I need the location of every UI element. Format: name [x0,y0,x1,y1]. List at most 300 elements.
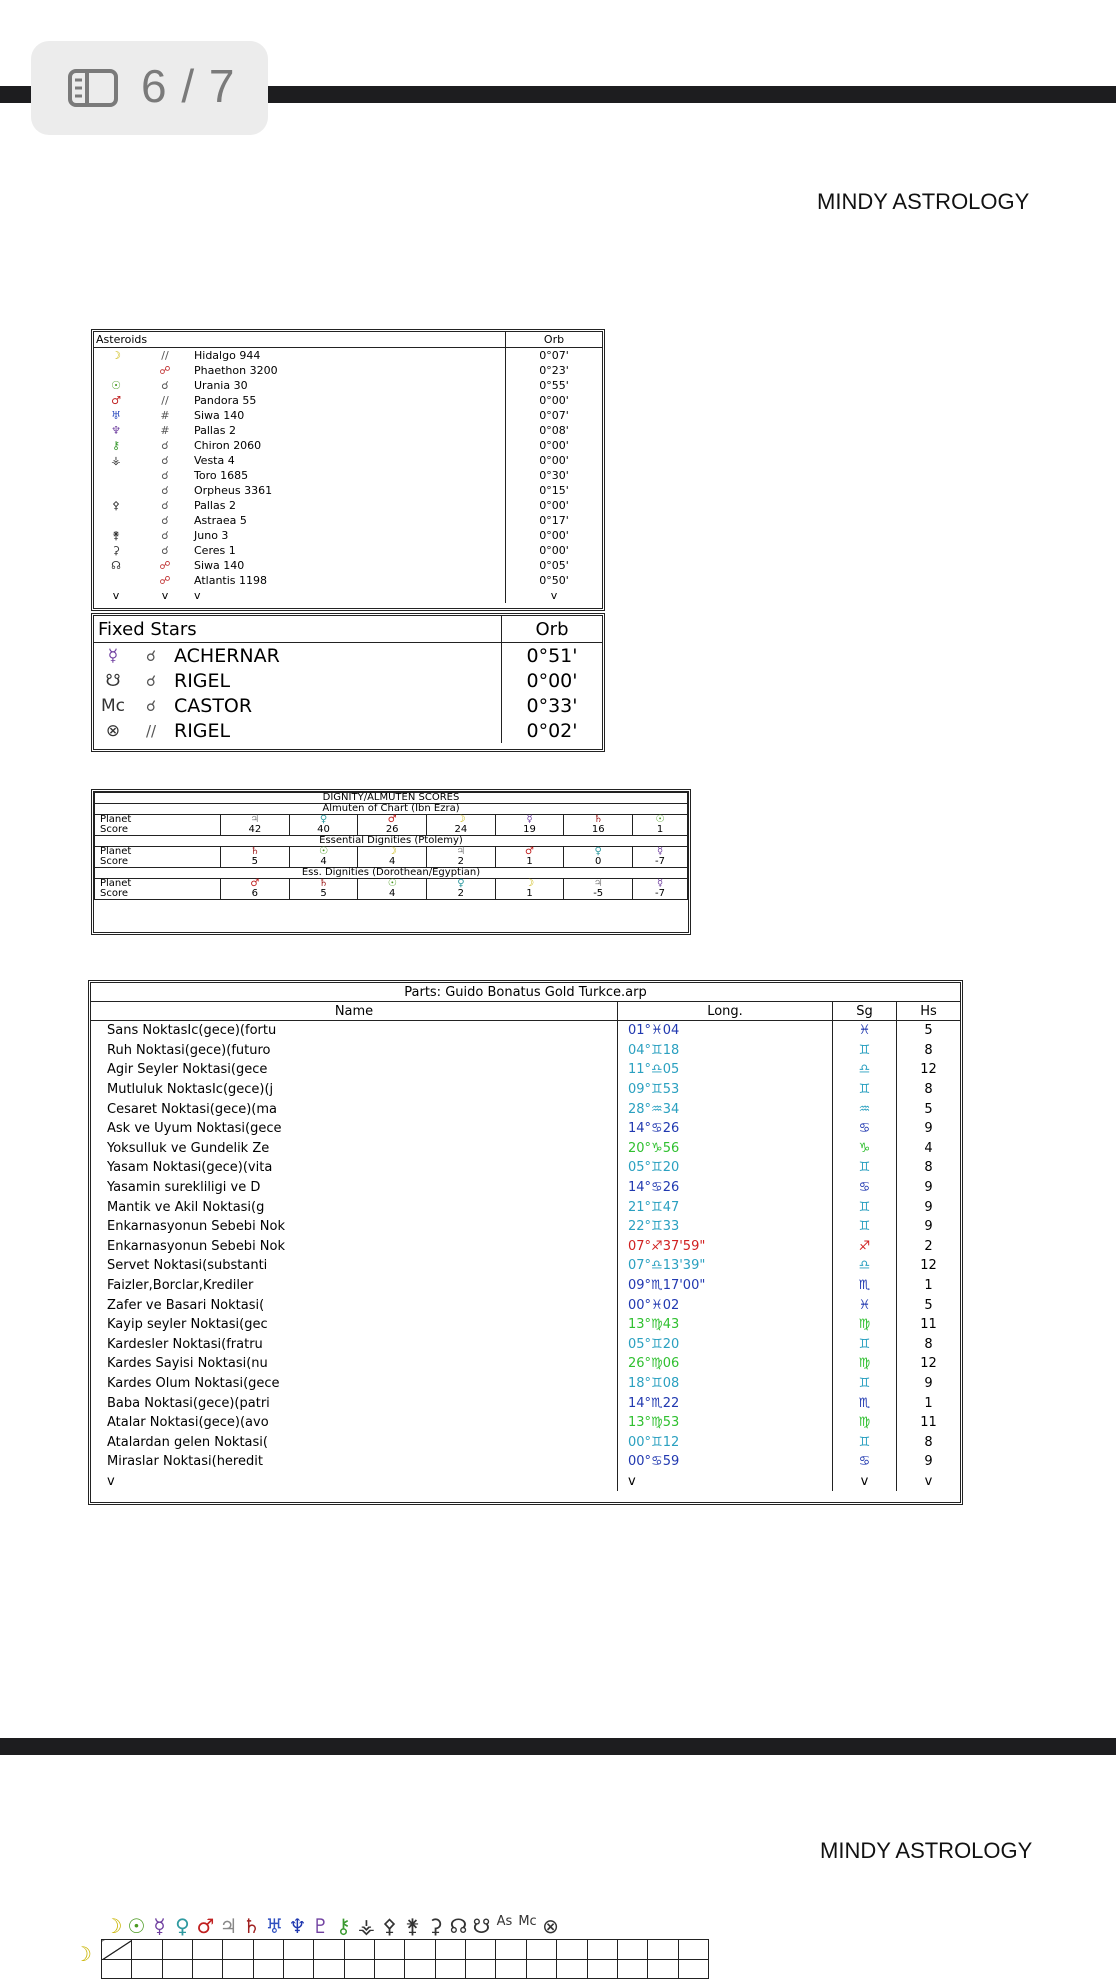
asteroid-name: Urania 30 [194,379,248,392]
asteroid-row [94,393,602,408]
part-house: 5 [897,1295,961,1315]
part-sign: ♍ [833,1354,897,1374]
part-name: Ruh Noktasi(gece)(futuro [107,1042,271,1058]
part-house: 4 [897,1139,961,1159]
aspect-grid-cell [314,1959,344,1979]
planet-glyph [94,363,138,378]
aspect-glyph: ☌ [145,696,157,715]
aspect-glyph: ☌ [161,379,169,392]
aspect-glyph: # [160,409,170,422]
parts-row [91,1139,960,1159]
planet-glyph: ☉ [358,879,427,890]
part-longitude: 13°♍43 [618,1315,833,1335]
asteroid-name: Chiron 2060 [194,439,262,452]
part-sign: ♊ [833,1374,897,1394]
orb-value: v [506,588,603,603]
planet-glyph: ☉ [111,379,121,392]
planet-label: Planet [95,815,221,826]
planet-glyph: ⚷ [111,439,121,452]
planet-glyph: ☽ [427,815,496,826]
orb-value: 0°00' [506,453,603,468]
parts-row [91,1060,960,1080]
aspect-grid-cell [132,1940,162,1960]
asteroid-name: Toro 1685 [194,469,249,482]
planet-glyph: ♃ [221,815,290,826]
parts-title: Parts: Guido Bonatus Gold Turkce.arp [91,983,960,1002]
parts-row [91,1276,960,1296]
part-longitude: 14°♋26 [618,1119,833,1139]
parts-row [91,1217,960,1237]
planet-glyph: ☿ [495,815,564,826]
page-divider-bar [0,1738,1116,1755]
part-name: v [107,1473,115,1489]
part-name: Cesaret Noktasi(gece)(ma [107,1101,277,1117]
parts-row [91,1315,960,1335]
part-house: 9 [897,1217,961,1237]
aspect-grid-glyph: ♀ [175,1914,190,1938]
part-house: 12 [897,1256,961,1276]
brand-header-page-7: MINDY ASTROLOGY [820,1838,1033,1863]
aspect-grid-cell [557,1940,587,1960]
parts-row [91,1021,960,1041]
planet-glyph: ♃ [427,847,496,858]
aspect-grid-cell [526,1940,556,1960]
dignity-subtitle-row [95,836,688,847]
part-longitude: 21°♊47 [618,1197,833,1217]
score-value: -5 [564,889,633,900]
part-house: 8 [897,1158,961,1178]
orb-value: 0°17' [506,513,603,528]
parts-row [91,1295,960,1315]
part-longitude: 20°♑56 [618,1139,833,1159]
star-name: ACHERNAR [174,644,280,667]
aspect-grid-glyph: ⚴ [382,1914,397,1938]
aspect-grid-row-glyph: ☽ [74,1942,92,1966]
part-name: Yoksulluk ve Gundelik Ze [107,1140,270,1156]
part-house: 9 [897,1374,961,1394]
planet-glyph [94,483,138,498]
part-house: 8 [897,1041,961,1061]
part-name: Zafer ve Basari Noktasi( [107,1297,265,1313]
score-value: 26 [358,825,427,836]
planet-glyph: ☿ [107,645,119,666]
planet-glyph: ☊ [111,559,121,572]
col-sg-header: Sg [833,1002,897,1021]
aspect-glyph: // [161,394,169,407]
part-name: Mutluluk NoktasIc(gece)(j [107,1082,274,1098]
orb-value: 0°30' [506,468,603,483]
orb-value: 0°08' [506,423,603,438]
part-name: Servet Noktasi(substanti [107,1258,268,1274]
part-sign: ♊ [833,1335,897,1355]
orb-value: 0°00' [506,393,603,408]
parts-row [91,1256,960,1276]
part-house: 9 [897,1197,961,1217]
orb-value: 0°50' [506,573,603,588]
part-house: 11 [897,1413,961,1433]
aspect-grid-cell [587,1959,617,1979]
aspect-grid-glyph: ☿ [153,1914,166,1938]
asteroid-row [94,513,602,528]
aspect-grid-glyph: ♂ [196,1914,215,1938]
part-name: Kardes Olum Noktasi(gece [107,1375,280,1391]
aspect-glyph: ☍ [159,364,171,377]
fixed-stars-table [91,613,605,752]
aspect-grid-cell [496,1959,526,1979]
part-name: Yasamin surekliligi ve D [107,1180,261,1196]
orb-value: 0°15' [506,483,603,498]
part-name: Kardesler Noktasi(fratru [107,1336,263,1352]
aspect-glyph: ☌ [161,499,169,512]
planet-glyph: ♃ [564,879,633,890]
asteroid-name: Juno 3 [194,529,229,542]
fixed-star-row [94,643,602,669]
part-house: 5 [897,1021,961,1041]
planet-glyph: ⚳ [111,544,121,557]
score-label: Score [95,825,221,836]
score-value: 40 [289,825,358,836]
asteroid-name: v [194,589,201,602]
part-name: Miraslar Noktasi(heredit [107,1454,263,1470]
asteroids-header: Asteroids [94,332,506,348]
planet-glyph: ♀ [427,879,496,890]
aspect-grid-glyph: ⊗ [542,1914,559,1938]
planet-glyph: v [112,589,120,602]
planet-glyph: ♄ [289,879,358,890]
aspect-glyph: ☍ [159,559,171,572]
asteroid-name: Pandora 55 [194,394,257,407]
part-house: 12 [897,1060,961,1080]
asteroid-name: Pallas 2 [194,424,236,437]
dignity-table [91,789,691,935]
part-name: Faizler,Borclar,Krediler [107,1278,254,1294]
part-longitude: 13°♍53 [618,1413,833,1433]
part-longitude: 01°♓04 [618,1021,833,1041]
part-house: 5 [897,1099,961,1119]
parts-row [91,1080,960,1100]
part-longitude: 14°♋26 [618,1178,833,1198]
aspect-grid-glyph: Mc [518,1914,537,1929]
aspect-grid-cell [162,1959,192,1979]
part-house: 9 [897,1119,961,1139]
part-house: 8 [897,1335,961,1355]
part-name: Kayip seyler Noktasi(gec [107,1317,268,1333]
asteroid-row [94,543,602,558]
parts-row [91,1119,960,1139]
score-value: 6 [221,889,290,900]
aspect-grid-cell [284,1940,314,1960]
parts-row [91,1335,960,1355]
part-longitude: 26°♍06 [618,1354,833,1374]
orb-value: 0°02' [502,718,603,743]
orb-value: 0°00' [506,528,603,543]
aspect-grid-cell [648,1959,678,1979]
part-sign: ♑ [833,1139,897,1159]
score-value: 4 [358,857,427,868]
star-name: CASTOR [174,694,253,717]
planet-glyph: ⚵ [111,529,121,542]
fixed-stars-header: Fixed Stars [94,616,502,643]
asteroid-row [94,498,602,513]
part-name: Sans NoktasIc(gece)(fortu [107,1023,277,1039]
asteroid-row [94,378,602,393]
part-sign: ♍ [833,1315,897,1335]
aspect-grid-cell [678,1959,708,1979]
part-name: Ask ve Uyum Noktasi(gece [107,1121,282,1137]
planet-glyph: ♂ [221,879,290,890]
part-sign: ♏ [833,1276,897,1296]
col-long-header: Long. [618,1002,833,1021]
planet-glyph: ☉ [289,847,358,858]
parts-row [91,1452,960,1472]
aspect-grid-cell [617,1940,647,1960]
orb-value: 0°55' [506,378,603,393]
planet-glyph: ♅ [111,409,121,422]
aspect-grid-cell [435,1940,465,1960]
star-name: RIGEL [174,669,231,692]
parts-row [91,1472,960,1492]
part-house: 1 [897,1393,961,1413]
part-sign: ♊ [833,1197,897,1217]
part-longitude: 05°♊20 [618,1335,833,1355]
aspect-grid-cell [284,1959,314,1979]
aspect-grid-cell [405,1940,435,1960]
aspect-grid-glyph: ♃ [219,1914,238,1938]
aspect-grid-cell [253,1940,283,1960]
aspect-grid-glyph: ☊ [449,1914,468,1938]
aspect-grid-cell [223,1959,253,1979]
page-number: 6 / 7 [141,60,236,112]
aspect-grid-cell [102,1940,132,1960]
dignity-title: DIGNITY/ALMUTEN SCORES [95,793,688,804]
part-longitude: 09°♊53 [618,1080,833,1100]
aspect-grid-glyph: ♅ [265,1914,284,1938]
part-longitude: 18°♊08 [618,1374,833,1394]
asteroid-row [94,408,602,423]
part-name: Enkarnasyonun Sebebi Nok [107,1219,286,1235]
aspect-glyph: ☌ [161,469,169,482]
part-sign: ♎ [833,1256,897,1276]
part-sign: ♎ [833,1060,897,1080]
part-sign: ♒ [833,1099,897,1119]
part-name: Kardes Sayisi Noktasi(nu [107,1356,268,1372]
part-longitude: 04°♊18 [618,1041,833,1061]
score-value: 1 [495,857,564,868]
part-longitude: 28°♒34 [618,1099,833,1119]
planet-label: Planet [95,847,221,858]
score-value: 2 [427,857,496,868]
score-value: 4 [289,857,358,868]
aspect-glyph: v [161,589,169,602]
aspect-grid-cell [678,1940,708,1960]
part-sign: ♋ [833,1452,897,1472]
aspect-grid-cell [466,1959,496,1979]
score-value: 42 [221,825,290,836]
aspect-glyph: ☌ [161,439,169,452]
score-value: 4 [358,889,427,900]
part-house: 9 [897,1452,961,1472]
part-sign: ♊ [833,1217,897,1237]
asteroid-row [94,528,602,543]
part-longitude: 11°♎05 [618,1060,833,1080]
asteroid-name: Astraea 5 [194,514,247,527]
aspect-grid-cell [496,1940,526,1960]
dignity-subtitle-row [95,804,688,815]
asteroid-row [94,453,602,468]
asteroid-row [94,558,602,573]
aspect-grid-cell [253,1959,283,1979]
part-house: 12 [897,1354,961,1374]
part-longitude: 09°♏17'00" [618,1276,833,1296]
dignity-subtitle-row [95,868,688,879]
page-indicator[interactable] [31,41,268,135]
score-value: 19 [495,825,564,836]
planet-glyph [94,573,138,588]
aspect-grid-cell [466,1940,496,1960]
part-longitude: 00°♊12 [618,1432,833,1452]
aspect-glyph: ☌ [161,514,169,527]
planet-glyph [94,513,138,528]
parts-row [91,1158,960,1178]
asteroid-row [94,348,602,364]
aspect-glyph: // [145,721,157,740]
asteroid-name: Siwa 140 [194,409,245,422]
part-house: 2 [897,1237,961,1257]
part-longitude: 14°♏22 [618,1393,833,1413]
planet-label: Planet [95,879,221,890]
aspect-grid-glyph: ⚳ [428,1914,443,1938]
orb-value: 0°00' [506,543,603,558]
planet-glyph: ☽ [111,349,121,362]
aspect-glyph: ☌ [161,544,169,557]
score-value: 1 [633,825,688,836]
part-longitude: 05°♊20 [618,1158,833,1178]
parts-row [91,1374,960,1394]
aspect-grid-glyph: ⚶ [358,1914,375,1938]
part-longitude: 07°♎13'39" [618,1256,833,1276]
part-house: v [897,1472,961,1492]
aspect-grid-cell [617,1959,647,1979]
part-longitude: 07°♐37'59" [618,1237,833,1257]
score-value: -7 [633,889,688,900]
part-longitude: v [618,1472,833,1492]
aspect-glyph: ☌ [145,646,157,665]
orb-value: 0°23' [506,363,603,378]
score-value: 24 [427,825,496,836]
parts-row [91,1432,960,1452]
asteroid-row [94,438,602,453]
part-sign: ♐ [833,1237,897,1257]
fixed-star-row [94,693,602,718]
asteroid-row [94,573,602,588]
parts-row [91,1178,960,1198]
part-sign: ♊ [833,1080,897,1100]
aspect-grid-cell [375,1940,405,1960]
asteroid-name: Hidalgo 944 [194,349,261,362]
planet-glyph: ♄ [564,815,633,826]
dignity-subtitle: Ess. Dignities (Dorothean/Egyptian) [95,868,688,879]
asteroid-name: Phaethon 3200 [194,364,278,377]
part-name: Atalar Noktasi(gece)(avo [107,1415,269,1431]
planet-glyph: ♀ [289,815,358,826]
part-name: Mantik ve Akil Noktasi(g [107,1199,265,1215]
aspect-glyph: # [160,424,170,437]
aspect-glyph: ☌ [161,454,169,467]
aspect-grid-cell [557,1959,587,1979]
aspect-grid-glyph: ☽ [104,1914,123,1938]
planet-glyph: ⊗ [105,720,121,741]
orb-value: 0°00' [506,438,603,453]
part-longitude: 22°♊33 [618,1217,833,1237]
part-sign: ♋ [833,1119,897,1139]
aspect-grid-glyph-row [102,1914,562,1938]
parts-row [91,1197,960,1217]
aspect-grid-glyph: ♄ [242,1914,261,1938]
aspect-grid-cell [193,1940,223,1960]
parts-row [91,1413,960,1433]
part-sign: ♊ [833,1041,897,1061]
part-sign: ♓ [833,1295,897,1315]
score-value: 5 [289,889,358,900]
planet-glyph: ☿ [633,847,688,858]
parts-row [91,1099,960,1119]
asteroid-name: Atlantis 1198 [194,574,268,587]
aspect-glyph: ☌ [145,671,157,690]
part-house: 9 [897,1178,961,1198]
aspect-grid-glyph: ♇ [311,1914,330,1938]
part-name: Baba Noktasi(gece)(patri [107,1395,270,1411]
orb-value: 0°00' [502,668,603,693]
aspect-grid-cell [587,1940,617,1960]
planet-glyph: ⚶ [111,454,121,467]
aspect-grid-cell [526,1959,556,1979]
aspect-grid-cell [344,1940,374,1960]
part-sign: ♍ [833,1413,897,1433]
orb-value: 0°05' [506,558,603,573]
asteroid-name: Pallas 2 [194,499,236,512]
planet-glyph: Mc [100,695,125,716]
aspect-glyph: // [161,349,169,362]
planet-glyph: ♆ [111,424,121,437]
planet-glyph: ♂ [358,815,427,826]
score-label: Score [95,857,221,868]
aspect-grid-cell [435,1959,465,1979]
score-value: 2 [427,889,496,900]
asteroid-name: Vesta 4 [194,454,235,467]
score-value: 16 [564,825,633,836]
aspect-glyph: ☍ [159,574,171,587]
orb-value: 0°33' [502,693,603,718]
col-name-header: Name [91,1002,618,1021]
planet-glyph: ☿ [633,879,688,890]
score-value: 0 [564,857,633,868]
aspect-glyph: ☌ [161,529,169,542]
part-sign: ♋ [833,1178,897,1198]
parts-row [91,1393,960,1413]
fixed-star-row [94,718,602,743]
asteroid-row [94,423,602,438]
fixed-star-row [94,668,602,693]
part-sign: ♊ [833,1158,897,1178]
planet-glyph: ♂ [495,847,564,858]
part-sign: v [833,1472,897,1492]
asteroid-row [94,468,602,483]
sidebar-toggle-icon[interactable] [67,68,119,108]
planet-glyph: ☉ [633,815,688,826]
aspect-grid [101,1939,709,1979]
aspect-glyph: ☌ [161,484,169,497]
score-value: -7 [633,857,688,868]
